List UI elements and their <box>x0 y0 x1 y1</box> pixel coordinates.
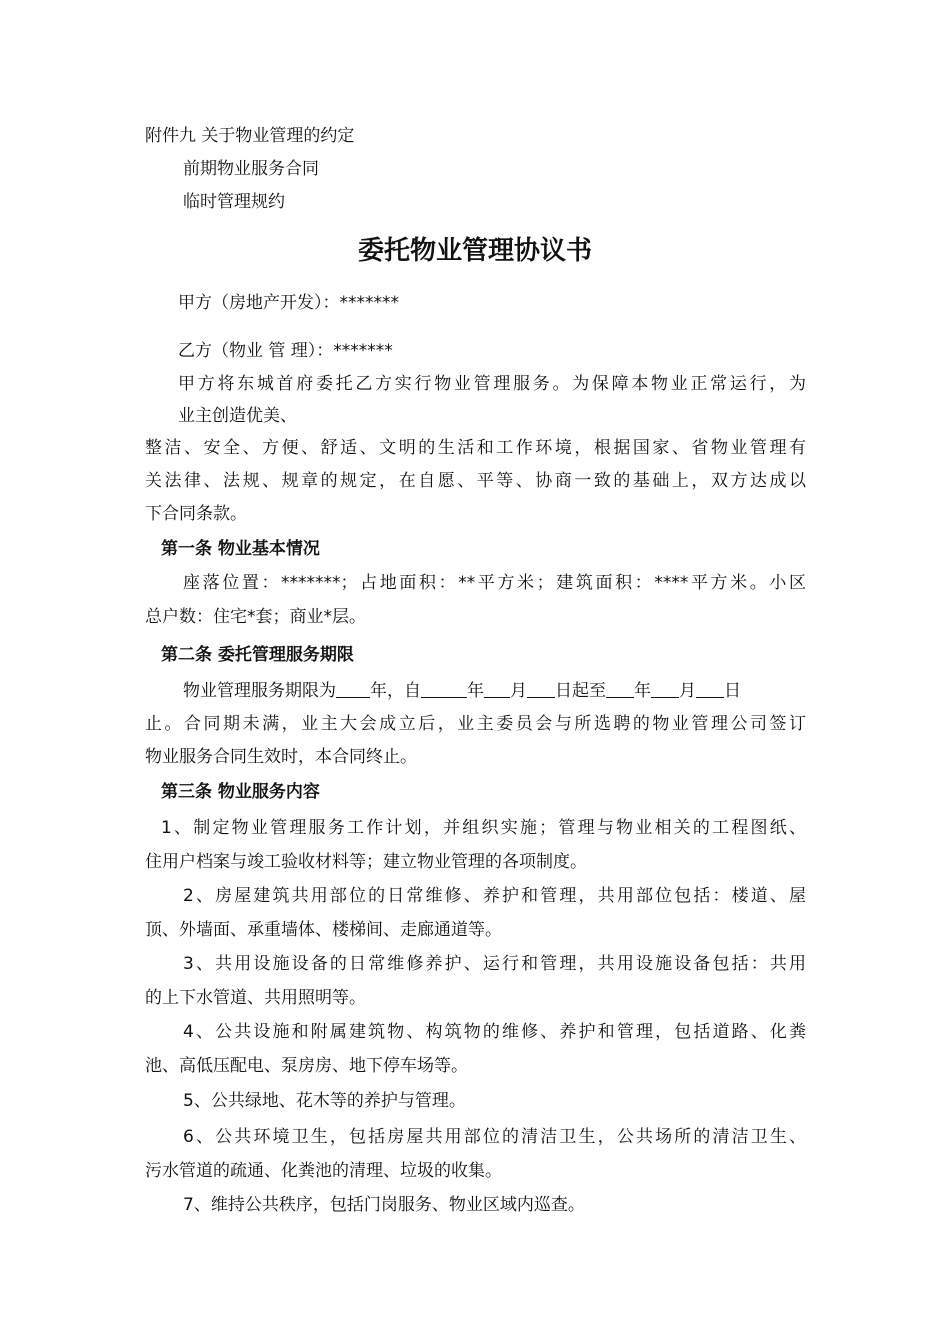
intro-line-2: 业主创造优美、 <box>178 406 297 426</box>
intro-line-3: 整洁、安全、方便、舒适、文明的生活和工作环境，根据国家、省物业管理有 <box>145 438 806 458</box>
attachment-header: 附件九 关于物业管理的约定 <box>145 126 355 146</box>
article-2-heading: 第二条 委托管理服务期限 <box>161 645 354 665</box>
party-b: 乙方（物业 管 理）：******* <box>178 341 393 361</box>
article-2-line-1: 物业管理服务期限为 年，自 年 月 日起至 年 月 日 <box>183 681 741 701</box>
intro-line-5: 下合同条款。 <box>145 504 247 524</box>
article-3-item-5: 5、公共绿地、花木等的养护与管理。 <box>183 1091 466 1111</box>
blank-start-month <box>484 679 510 698</box>
article-2-line-2: 止。合同期未满，业主大会成立后，业主委员会与所选聘的物业管理公司签订 <box>145 714 806 734</box>
article-3-item-2-a: 2、房屋建筑共用部位的日常维修、养护和管理，共用部位包括：楼道、屋 <box>183 886 806 906</box>
article-3-item-6-a: 6、公共环境卫生，包括房屋共用部位的清洁卫生，公共场所的清洁卫生、 <box>183 1127 806 1147</box>
document-title: 委托物业管理协议书 <box>357 236 592 266</box>
blank-end-day <box>696 679 724 698</box>
attachment-item-2: 临时管理规约 <box>183 192 285 212</box>
article-3-item-1-b: 住用户档案与竣工验收材料等；建立物业管理的各项制度。 <box>145 852 587 872</box>
blank-end-year <box>606 679 634 698</box>
blank-years <box>336 679 370 698</box>
blank-start-day <box>527 679 555 698</box>
attachment-item-1: 前期物业服务合同 <box>183 159 319 179</box>
article-3-item-2-b: 顶、外墙面、承重墙体、楼梯间、走廊通道等。 <box>145 920 502 940</box>
blank-start-year <box>421 679 467 698</box>
article-1-line-2: 总户数：住宅*套；商业*层。 <box>145 607 366 627</box>
article-3-item-3-a: 3、共用设施设备的日常维修养护、运行和管理，共用设施设备包括：共用 <box>183 954 806 974</box>
article-3-item-1-a: 1、制定物业管理服务工作计划，并组织实施；管理与物业相关的工程图纸、 <box>161 818 806 838</box>
article-3-item-4-b: 池、高低压配电、泵房房、地下停车场等。 <box>145 1056 468 1076</box>
article-3-item-3-b: 的上下水管道、共用照明等。 <box>145 988 366 1008</box>
article-2-line-3: 物业服务合同生效时，本合同终止。 <box>145 747 417 767</box>
article-3-item-4-a: 4、公共设施和附属建筑物、构筑物的维修、养护和管理，包括道路、化粪 <box>183 1022 806 1042</box>
blank-end-month <box>651 679 679 698</box>
article-3-heading: 第三条 物业服务内容 <box>161 782 320 802</box>
article-1-heading: 第一条 物业基本情况 <box>161 539 320 559</box>
party-a: 甲方（房地产开发）：******* <box>178 293 399 313</box>
article-3-item-6-b: 污水管道的疏通、化粪池的清理、垃圾的收集。 <box>145 1161 502 1181</box>
intro-line-1: 甲方将东城首府委托乙方实行物业管理服务。为保障本物业正常运行，为 <box>178 374 806 394</box>
intro-line-4: 关法律、法规、规章的规定，在自愿、平等、协商一致的基础上，双方达成以 <box>145 471 806 491</box>
article-3-item-7: 7、维持公共秩序，包括门岗服务、物业区域内巡查。 <box>183 1195 585 1215</box>
article-1-line-1: 座落位置：*******；占地面积：**平方米；建筑面积：****平方米。小区 <box>183 573 806 593</box>
